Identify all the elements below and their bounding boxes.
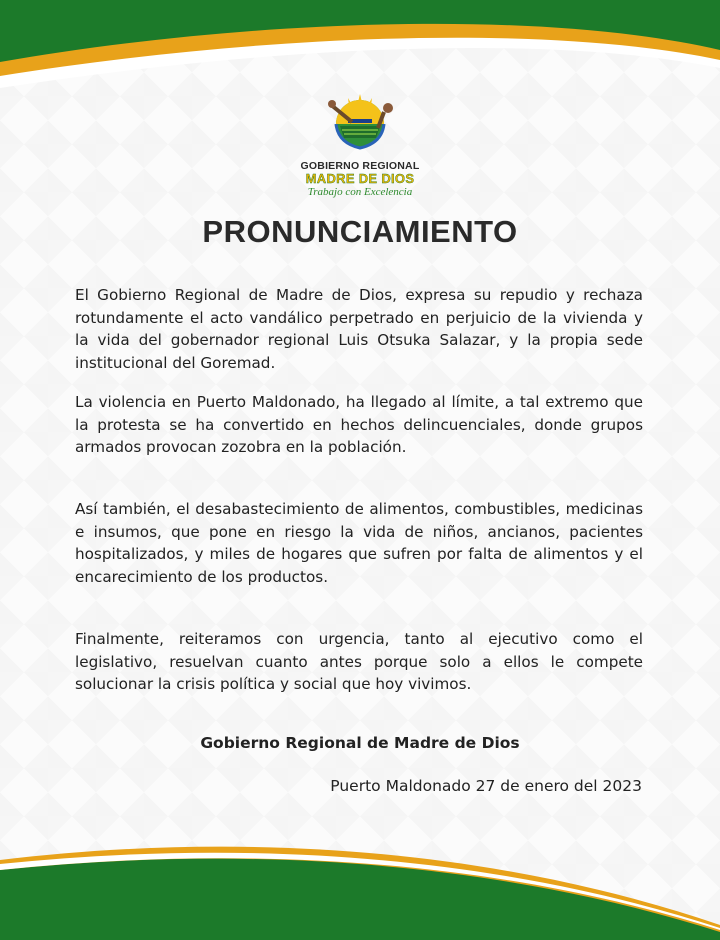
logo-emblem-icon (318, 88, 402, 158)
paragraph-1: El Gobierno Regional de Madre de Dios, expresa su repudio y rechaza rotundamente el acto vandálico perpetrado en perjuicio de la vivienda y la vida del gobernador regional Luis Otsuka Salazar, y la propia sede institucional del Goremad. (75, 286, 643, 372)
gore-logo (290, 88, 430, 200)
page-title: PRONUNCIAMIENTO (202, 214, 518, 249)
paragraph-4: Finalmente, reiteramos con urgencia, tanto al ejecutivo como el legislativo, resuelvan cuanto antes porque solo a ellos le compete solucionar la crisis política y social que hoy vivimos. (75, 630, 643, 693)
logo-slogan: Trabajo con Excelencia (307, 186, 413, 198)
paragraph-2: La violencia en Puerto Maldonado, ha llegado al límite, a tal extremo que la protesta se ha convertido en hechos delincuenciales, donde grupos armados provocan zozobra en la población. (75, 393, 643, 456)
bottom-wave-decoration (0, 830, 720, 940)
paragraph-3: Así también, el desabastecimiento de alimentos, combustibles, medicinas e insumos, que pone en riesgo la vida de niños, ancianos, pacientes hospitalizados, y miles de hogares que sufren por falta de alimentos y el encarecimiento de los productos. (75, 500, 643, 586)
date-line: Puerto Maldonado 27 de enero del 2023 (330, 777, 642, 795)
logo-text-gobierno: GOBIERNO REGIONAL (300, 160, 420, 172)
logo-text-madre-de-dios: MADRE DE DIOS (305, 171, 415, 186)
signature: Gobierno Regional de Madre de Dios (200, 734, 520, 752)
